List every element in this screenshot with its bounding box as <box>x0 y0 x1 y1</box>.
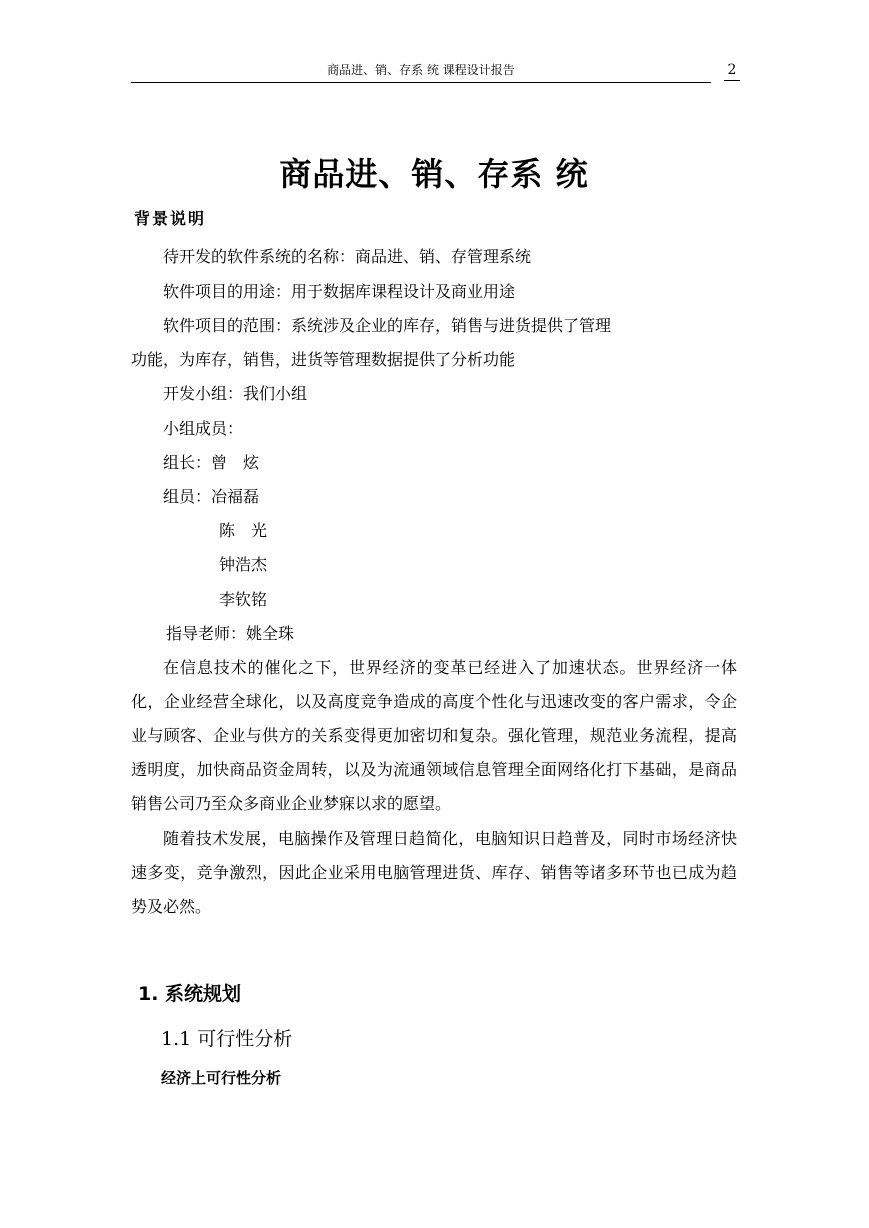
team-members-label: 小组成员： <box>163 419 244 438</box>
team-leader-line: 组长：曾 炫 <box>163 453 260 472</box>
advisor-line: 指导老师：姚全珠 <box>166 624 295 643</box>
dev-team-line: 开发小组：我们小组 <box>163 384 308 403</box>
team-member-line: 组员：冶福磊 <box>163 487 260 506</box>
section-heading-background: 背景说明 <box>134 209 207 228</box>
subsection-heading-feasibility: 1.1 可行性分析 <box>161 1028 293 1050</box>
team-member-line: 钟浩杰 <box>219 555 268 574</box>
body-paragraph: 在信息技术的催化之下，世界经济的变革已经进入了加速状态。世界经济一体化，企业经营全球化，以及高度竞争造成的高度个性化与迅速改变的客户需求，令企业与顾客、企业与供方的关系变得更加密切和复杂。强化管理，规范业务流程，提高透明度，加快商品资金周转，以及为流通领域信息管理全面网络化打下基础，是商品销售公司乃至众多商业企业梦寐以求的愿望。 <box>131 658 737 813</box>
software-scope-line: 软件项目的范围：系统涉及企业的库存，销售与进货提供了管理 <box>163 316 612 335</box>
section-heading-system-planning: 1. 系统规划 <box>138 983 242 1005</box>
body-paragraph: 随着技术发展，电脑操作及管理日趋简化，电脑知识日趋普及，同时市场经济快速多变，竞争激烈，因此企业采用电脑管理进货、库存、销售等诸多环节也已成为趋势及必然。 <box>131 829 737 916</box>
team-member-line: 李钦铭 <box>219 590 268 609</box>
software-scope-continuation: 功能，为库存，销售，进货等管理数据提供了分析功能 <box>131 350 516 369</box>
running-header: 商品进、销、存系 统 课程设计报告 <box>131 60 711 83</box>
page-number: 2 <box>724 60 740 81</box>
document-title: 商品进、销、存系 统 <box>279 155 589 193</box>
software-name-line: 待开发的软件系统的名称：商品进、销、存管理系统 <box>163 247 532 266</box>
team-member-line: 陈 光 <box>219 521 268 540</box>
software-purpose-line: 软件项目的用途：用于数据库课程设计及商业用途 <box>163 282 516 301</box>
subsubsection-heading-economic: 经济上可行性分析 <box>161 1069 282 1087</box>
